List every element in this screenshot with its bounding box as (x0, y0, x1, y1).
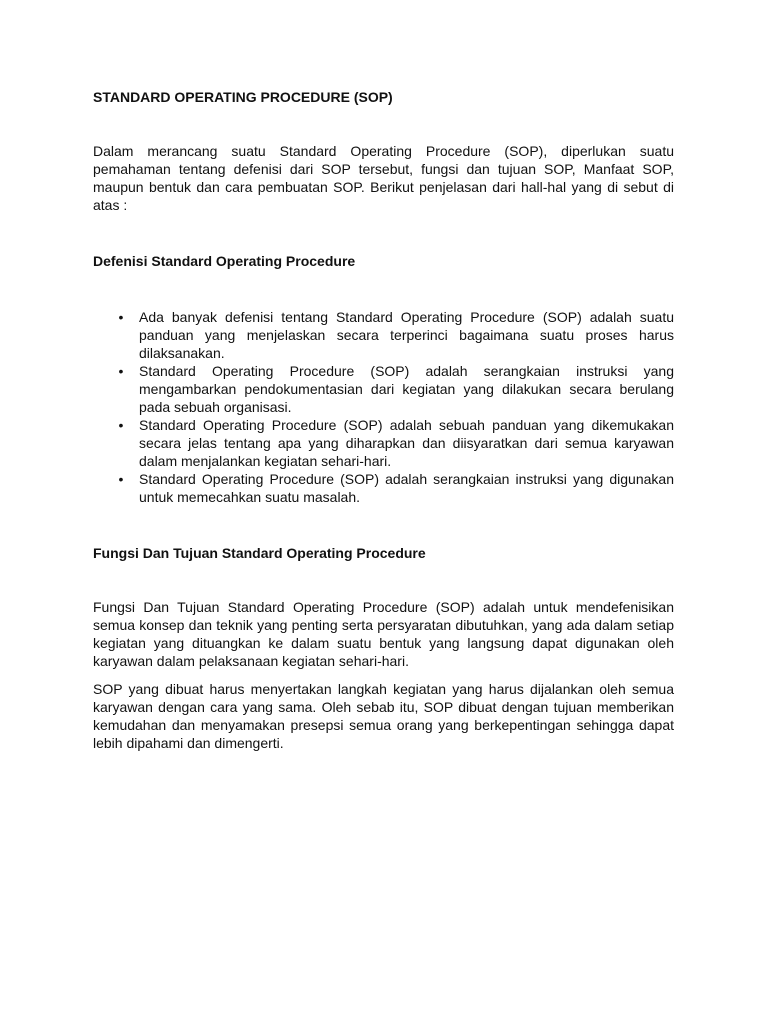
intro-paragraph: Dalam merancang suatu Standard Operating Procedure (SOP), diperlukan suatu pemahaman tentang defenisi dari SOP tersebut, fungsi dan tujuan SOP, Manfaat SOP, maupun bentuk dan cara pembuatan SOP. Berikut penjelasan dari hall-hal yang di sebut di atas : (93, 143, 674, 213)
list-item-text: Standard Operating Procedure (SOP) adalah serangkaian instruksi yang digunakan untuk memecahkan suatu masalah. (139, 471, 674, 505)
list-item (93, 470, 674, 506)
list-item (93, 416, 674, 470)
function-paragraph: Fungsi Dan Tujuan Standard Operating Procedure (SOP) adalah untuk mendefenisikan semua konsep dan teknik yang penting serta persyaratan dibutuhkan, yang ada dalam setiap kegiatan yang dituangkan ke dalam suatu bentuk yang langsung dapat digunakan oleh karyawan dalam pelaksanaan kegiatan sehari-hari. (93, 599, 674, 669)
bullet-icon: • (118, 471, 124, 487)
sop-paragraph: SOP yang dibuat harus menyertakan langkah kegiatan yang harus dijalankan oleh semua karyawan dengan cara yang sama. Oleh sebab itu, SOP dibuat dengan tujuan memberikan kemudahan dan menyamakan presepsi semua orang yang berkepentingan sehingga dapat lebih dipahami dan dimengerti. (93, 681, 674, 751)
document-title: STANDARD OPERATING PROCEDURE (SOP) (93, 89, 393, 105)
bullet-icon: • (118, 417, 124, 433)
list-item (93, 362, 674, 416)
document-body (93, 88, 674, 752)
list-item-text: Standard Operating Procedure (SOP) adalah serangkaian instruksi yang mengambarkan pendokumentasian dari kegiatan yang dilakukan secara berulang pada sebuah organisasi. (139, 363, 674, 415)
section-heading-function: Fungsi Dan Tujuan Standard Operating Procedure (93, 545, 426, 561)
list-item-text: Standard Operating Procedure (SOP) adalah sebuah panduan yang dikemukakan secara jelas tentang apa yang diharapkan dan diisyaratkan dari semua karyawan dalam menjalankan kegiatan sehari-hari. (139, 417, 674, 469)
bullet-icon: • (118, 309, 124, 325)
list-item (93, 308, 674, 362)
bullet-icon: • (118, 363, 124, 379)
definition-bullet-list (93, 308, 674, 506)
list-item-text: Ada banyak defenisi tentang Standard Operating Procedure (SOP) adalah suatu panduan yang menjelaskan secara terperinci bagaimana suatu proses harus dilaksanakan. (139, 309, 674, 361)
section-heading-definition: Defenisi Standard Operating Procedure (93, 253, 356, 269)
